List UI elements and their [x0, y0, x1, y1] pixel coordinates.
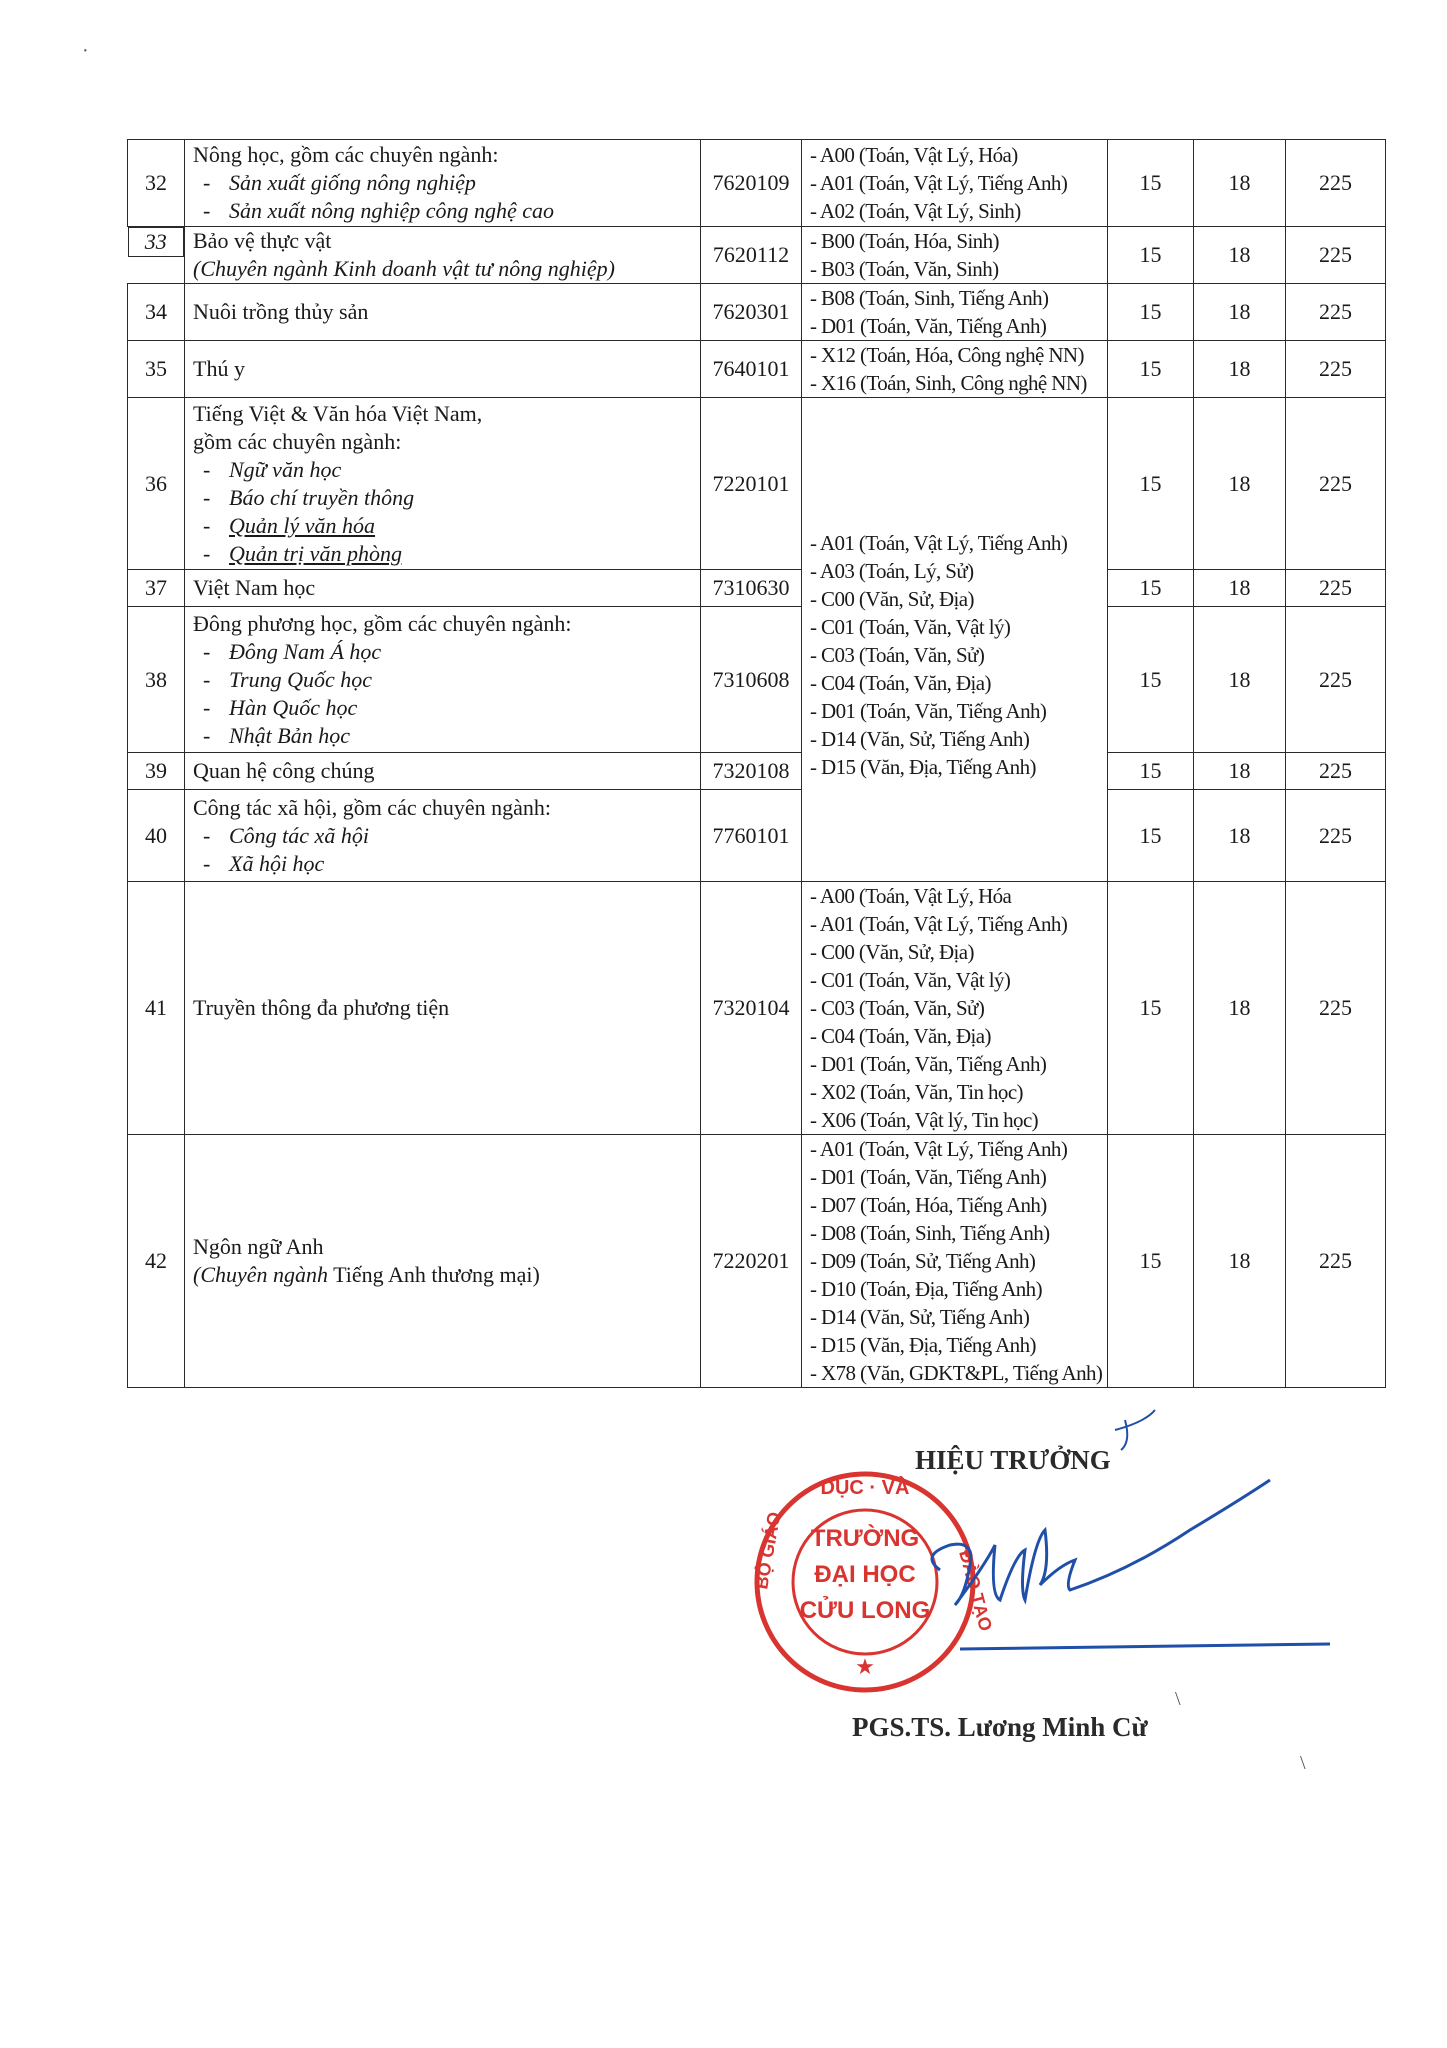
- handwritten-signature: [900, 1395, 1350, 1675]
- major-code: 7320108: [701, 753, 802, 790]
- major-name: Ngôn ngữ Anh (Chuyên ngành Tiếng Anh thương mại): [185, 1135, 701, 1388]
- score-3: 225: [1286, 398, 1386, 570]
- row-number: 38: [128, 607, 185, 753]
- table-row: [128, 140, 1386, 227]
- major-code: 7220101: [701, 398, 802, 570]
- row-number: 37: [128, 570, 185, 607]
- score-1: 15: [1108, 570, 1194, 607]
- major-name: Thú y: [185, 341, 701, 398]
- score-1: 15: [1108, 607, 1194, 753]
- score-1: 15: [1108, 341, 1194, 398]
- table-row: [128, 1135, 1386, 1388]
- score-2: 18: [1194, 607, 1286, 753]
- row-number: 42: [128, 1135, 185, 1388]
- table-row: [128, 284, 1386, 341]
- svg-text:ĐẠI HỌC: ĐẠI HỌC: [814, 1561, 916, 1588]
- subject-combinations: - X12 (Toán, Hóa, Công nghệ NN) - X16 (Toán, Sinh, Công nghệ NN): [802, 341, 1108, 398]
- subject-combinations: - A00 (Toán, Vật Lý, Hóa) - A01 (Toán, Vật Lý, Tiếng Anh) - A02 (Toán, Vật Lý, Sinh): [802, 140, 1108, 227]
- subject-combinations: - B00 (Toán, Hóa, Sinh) - B03 (Toán, Văn, Sinh): [802, 227, 1108, 284]
- score-3: 225: [1286, 140, 1386, 227]
- score-3: 225: [1286, 284, 1386, 341]
- subject-combinations: - B08 (Toán, Sinh, Tiếng Anh) - D01 (Toán, Văn, Tiếng Anh): [802, 284, 1108, 341]
- score-2: 18: [1194, 753, 1286, 790]
- row-number: 41: [128, 882, 185, 1135]
- row-number: 32: [128, 140, 185, 227]
- score-3: 225: [1286, 227, 1386, 284]
- row-number: 36: [128, 398, 185, 570]
- row-number: 40: [128, 790, 185, 882]
- table-row: [128, 570, 1386, 607]
- row-number: 33: [128, 227, 185, 257]
- subject-combinations: - A00 (Toán, Vật Lý, Hóa - A01 (Toán, Vật Lý, Tiếng Anh) - C00 (Văn, Sử, Địa) - C01 (Toán, Văn, Vật lý) - C03 (Toán, Văn, Sử) - C04 (Toán, Văn, Địa) - D01 (Toán, Văn, Tiếng Anh) - X02 (Toán, Văn, Tin học) - X06 (Toán, Vật lý, Tin học): [802, 882, 1108, 1135]
- score-3: 225: [1286, 341, 1386, 398]
- major-name: Nuôi trồng thủy sản: [185, 284, 701, 341]
- svg-text:TRƯỜNG: TRƯỜNG: [810, 1525, 920, 1552]
- major-code: 7760101: [701, 790, 802, 882]
- signer-name: PGS.TS. Lương Minh Cừ: [852, 1712, 1148, 1742]
- score-3: 225: [1286, 790, 1386, 882]
- score-3: 225: [1286, 753, 1386, 790]
- score-1: 15: [1108, 753, 1194, 790]
- major-code: 7310608: [701, 607, 802, 753]
- major-name: Quan hệ công chúng: [185, 753, 701, 790]
- table-row: [128, 790, 1386, 882]
- score-3: 225: [1286, 882, 1386, 1135]
- score-2: 18: [1194, 284, 1286, 341]
- row-number: 34: [128, 284, 185, 341]
- score-3: 225: [1286, 607, 1386, 753]
- table-row: [128, 607, 1386, 753]
- major-code: 7620109: [701, 140, 802, 227]
- table-row: [128, 882, 1386, 1135]
- score-1: 15: [1108, 398, 1194, 570]
- score-2: 18: [1194, 227, 1286, 284]
- major-name: Tiếng Việt & Văn hóa Việt Nam, gồm các chuyên ngành: - Ngữ văn học - Báo chí truyền thông - Quản lý văn hóa - Quản trị văn phòng: [185, 398, 701, 570]
- svg-text:ĐÀO TẠO: ĐÀO TẠO: [955, 1547, 996, 1634]
- major-name: Bảo vệ thực vật (Chuyên ngành Kinh doanh vật tư nông nghiệp): [185, 227, 701, 284]
- score-1: 15: [1108, 1135, 1194, 1388]
- svg-text:BỘ GIÁO: BỘ GIÁO: [751, 1510, 785, 1591]
- score-2: 18: [1194, 882, 1286, 1135]
- major-code: 7310630: [701, 570, 802, 607]
- major-name: Truyền thông đa phương tiện: [185, 882, 701, 1135]
- scan-mark: \: [1175, 1688, 1181, 1710]
- score-3: 225: [1286, 570, 1386, 607]
- major-code: 7320104: [701, 882, 802, 1135]
- table-row: [128, 753, 1386, 790]
- svg-text:CỬU LONG: CỬU LONG: [799, 1597, 931, 1624]
- score-2: 18: [1194, 398, 1286, 570]
- major-code: 7620112: [701, 227, 802, 284]
- major-name: Nông học, gồm các chuyên ngành: - Sản xuất giống nông nghiệp - Sản xuất nông nghiệp công nghệ cao: [185, 140, 701, 227]
- svg-text:★: ★: [855, 1655, 875, 1680]
- major-code: 7220201: [701, 1135, 802, 1388]
- table-row: [128, 398, 1386, 570]
- major-code: 7620301: [701, 284, 802, 341]
- score-2: 18: [1194, 1135, 1286, 1388]
- svg-text:DỤC · VÀ: DỤC · VÀ: [820, 1477, 910, 1499]
- score-1: 15: [1108, 227, 1194, 284]
- major-name: Đông phương học, gồm các chuyên ngành: - Đông Nam Á học - Trung Quốc học - Hàn Quốc học - Nhật Bản học: [185, 607, 701, 753]
- score-2: 18: [1194, 570, 1286, 607]
- major-name: Công tác xã hội, gồm các chuyên ngành: - Công tác xã hội - Xã hội học: [185, 790, 701, 882]
- subject-combinations: - A01 (Toán, Vật Lý, Tiếng Anh) - A03 (Toán, Lý, Sử) - C00 (Văn, Sử, Địa) - C01 (Toán, Văn, Vật lý) - C03 (Toán, Văn, Sử) - C04 (Toán, Văn, Địa) - D01 (Toán, Văn, Tiếng Anh) - D14 (Văn, Sử, Tiếng Anh) - D15 (Văn, Địa, Tiếng Anh): [802, 398, 1108, 882]
- subject-combinations: - A01 (Toán, Vật Lý, Tiếng Anh) - D01 (Toán, Văn, Tiếng Anh) - D07 (Toán, Hóa, Tiếng Anh) - D08 (Toán, Sinh, Tiếng Anh) - D09 (Toán, Sử, Tiếng Anh) - D10 (Toán, Địa, Tiếng Anh) - D14 (Văn, Sử, Tiếng Anh) - D15 (Văn, Địa, Tiếng Anh) - X78 (Văn, GDKT&PL, Tiếng Anh): [802, 1135, 1108, 1388]
- row-number: 35: [128, 341, 185, 398]
- score-2: 18: [1194, 790, 1286, 882]
- score-1: 15: [1108, 284, 1194, 341]
- score-1: 15: [1108, 790, 1194, 882]
- row-number: 39: [128, 753, 185, 790]
- admission-table: [127, 139, 1386, 1388]
- scan-mark: \: [1300, 1752, 1306, 1774]
- score-3: 225: [1286, 1135, 1386, 1388]
- major-name: Việt Nam học: [185, 570, 701, 607]
- score-1: 15: [1108, 140, 1194, 227]
- scan-mark: ·: [82, 40, 89, 62]
- table-row: [128, 227, 1386, 284]
- score-2: 18: [1194, 140, 1286, 227]
- signer-title: HIỆU TRƯỞNG: [915, 1445, 1111, 1475]
- table-row: [128, 341, 1386, 398]
- score-1: 15: [1108, 882, 1194, 1135]
- score-2: 18: [1194, 341, 1286, 398]
- major-code: 7640101: [701, 341, 802, 398]
